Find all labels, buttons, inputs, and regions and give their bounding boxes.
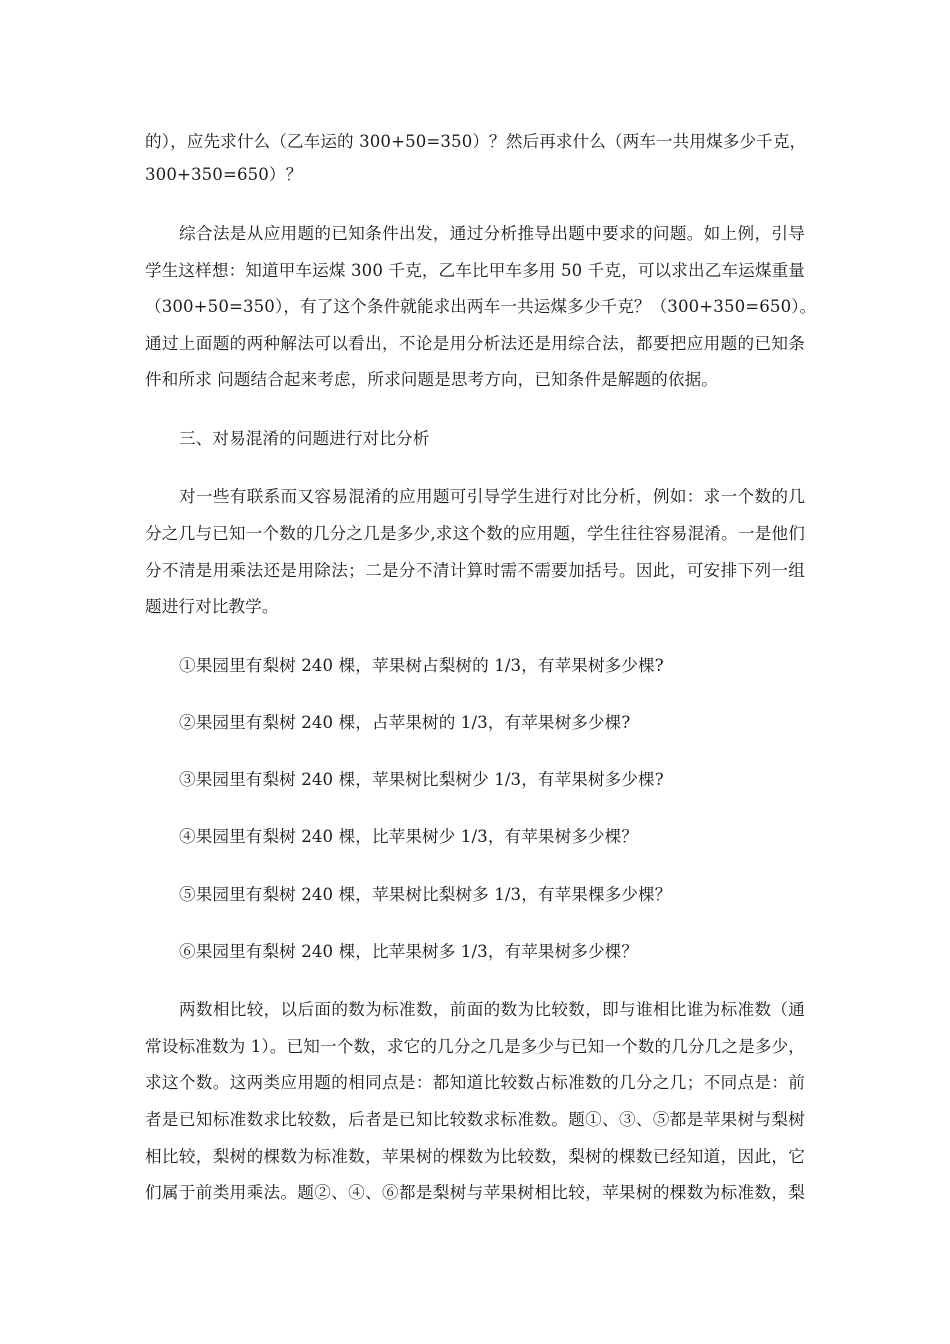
paragraph-line: （300+50=350），有了这个条件就能求出两车一共运煤多少千克？（300+350=650）。 [145, 297, 817, 316]
question-item: ⑤果园里有梨树 240 棵，苹果树比梨树多 1/3，有苹果棵多少棵？ [179, 885, 672, 904]
section-heading: 三、对易混淆的问题进行对比分析 [179, 429, 430, 448]
paragraph-line: 学生这样想：知道甲车运煤 300 千克，乙车比甲车多用 50 千克，可以求出乙车运煤重量 [145, 261, 805, 280]
paragraph-line: 们属于前类用乘法。题②、④、⑥都是梨树与苹果树相比较，苹果树的棵数为标准数，梨 [145, 1183, 805, 1202]
paragraph-line: 综合法是从应用题的已知条件出发，通过分析推导出题中要求的问题。如上例，引导 [179, 224, 805, 243]
paragraph-line: 相比较，梨树的棵数为标准数，苹果树的棵数为比较数，梨树的棵数已经知道，因此，它 [145, 1147, 805, 1166]
paragraph-line: 的），应先求什么（乙车运的 300+50=350）？然后再求什么（两车一共用煤多少千克， [145, 132, 807, 151]
question-item: ③果园里有梨树 240 棵，苹果树比梨树少 1/3，有苹果树多少棵? [179, 770, 664, 789]
paragraph-line: 分之几与已知一个数的几分之几是多少,求这个数的应用题，学生往往容易混淆。一是他们 [145, 524, 805, 543]
question-item: ⑥果园里有梨树 240 棵，比苹果树多 1/3，有苹果树多少棵？ [179, 942, 639, 961]
paragraph-line: 通过上面题的两种解法可以看出，不论是用分析法还是用综合法，都要把应用题的已知条 [145, 334, 805, 353]
question-item: ②果园里有梨树 240 棵，占苹果树的 1/3，有苹果树多少棵? [179, 713, 631, 732]
paragraph-line: 常设标准数为 1）。已知一个数，求它的几分之几是多少与已知一个数的几分几之是多少， [145, 1037, 805, 1056]
paragraph-line: 件和所求 问题结合起来考虑，所求问题是思考方向，已知条件是解题的依据。 [145, 370, 718, 389]
paragraph-line: 对一些有联系而又容易混淆的应用题可引导学生进行对比分析，例如：求一个数的几 [179, 487, 805, 506]
paragraph-line: 分不清是用乘法还是用除法；二是分不清计算时需不需要加括号。因此，可安排下列一组 [145, 561, 805, 580]
paragraph-line: 题进行对比教学。 [145, 597, 279, 616]
paragraph-line: 者是已知标准数求比较数，后者是已知比较数求标准数。题①、③、⑤都是苹果树与梨树 [145, 1110, 805, 1129]
question-item: ④果园里有梨树 240 棵，比苹果树少 1/3，有苹果树多少棵？ [179, 827, 639, 846]
paragraph-line: 300+350=650）？ [145, 165, 303, 184]
question-item: ①果园里有梨树 240 棵，苹果树占梨树的 1/3，有苹果树多少棵? [179, 656, 664, 675]
paragraph-line: 求这个数。这两类应用题的相同点是：都知道比较数占标准数的几分之几；不同点是：前 [145, 1073, 805, 1092]
paragraph-line: 两数相比较，以后面的数为标准数，前面的数为比较数，即与谁相比谁为标准数（通 [179, 1000, 805, 1019]
